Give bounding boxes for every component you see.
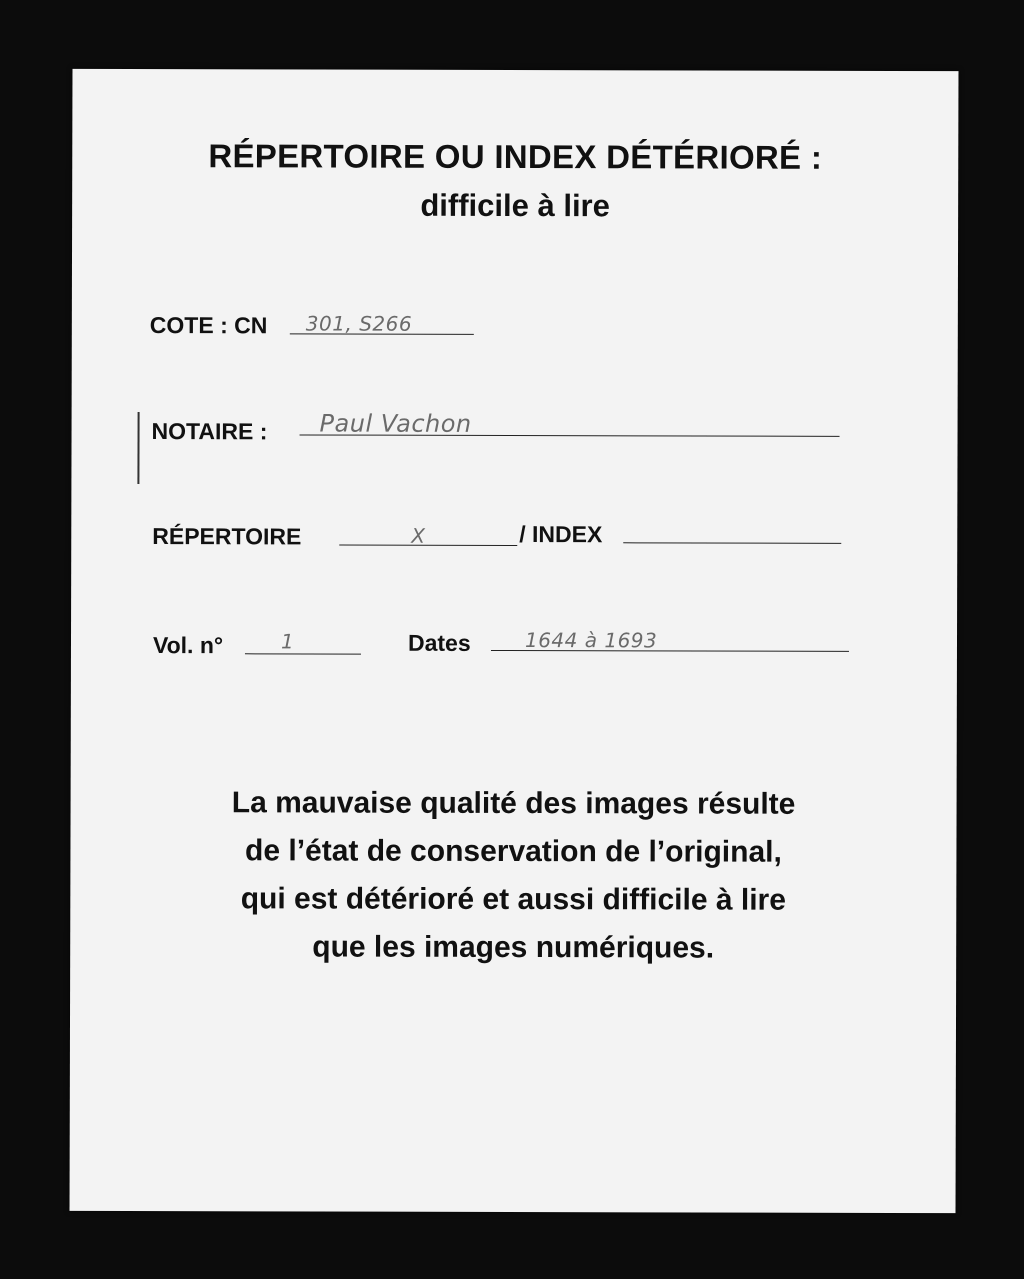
cote-label: COTE : CN xyxy=(149,312,268,339)
vol-blank xyxy=(245,625,361,654)
index-blank xyxy=(623,514,841,544)
index-label: / INDEX xyxy=(519,521,603,548)
notice-line: de l’état de conservation de l’original, xyxy=(245,834,782,869)
repertoire-blank xyxy=(339,517,517,546)
notice-line: qui est détérioré et aussi difficile à lire xyxy=(240,882,786,917)
notaire-label: NOTAIRE : xyxy=(151,418,268,445)
repertoire-value: X xyxy=(411,523,426,548)
margin-mark xyxy=(137,412,139,484)
cote-value: 301, S266 xyxy=(305,311,413,336)
repertoire-label: RÉPERTOIRE xyxy=(152,523,302,550)
dates-label: Dates xyxy=(407,629,471,656)
quality-notice xyxy=(70,779,956,973)
document-subtitle: difficile à lire xyxy=(420,187,610,224)
document-title: RÉPERTOIRE OU INDEX DÉTÉRIORÉ : xyxy=(208,137,823,176)
notice-line: La mauvaise qualité des images résulte xyxy=(231,786,796,821)
vol-label: Vol. n° xyxy=(152,632,224,659)
dates-value: 1644 à 1693 xyxy=(524,628,658,653)
vol-value: 1 xyxy=(280,629,295,654)
notice-line: que les images numériques. xyxy=(312,930,715,965)
notaire-value: Paul Vachon xyxy=(319,409,472,438)
paper-sheet xyxy=(70,69,959,1213)
